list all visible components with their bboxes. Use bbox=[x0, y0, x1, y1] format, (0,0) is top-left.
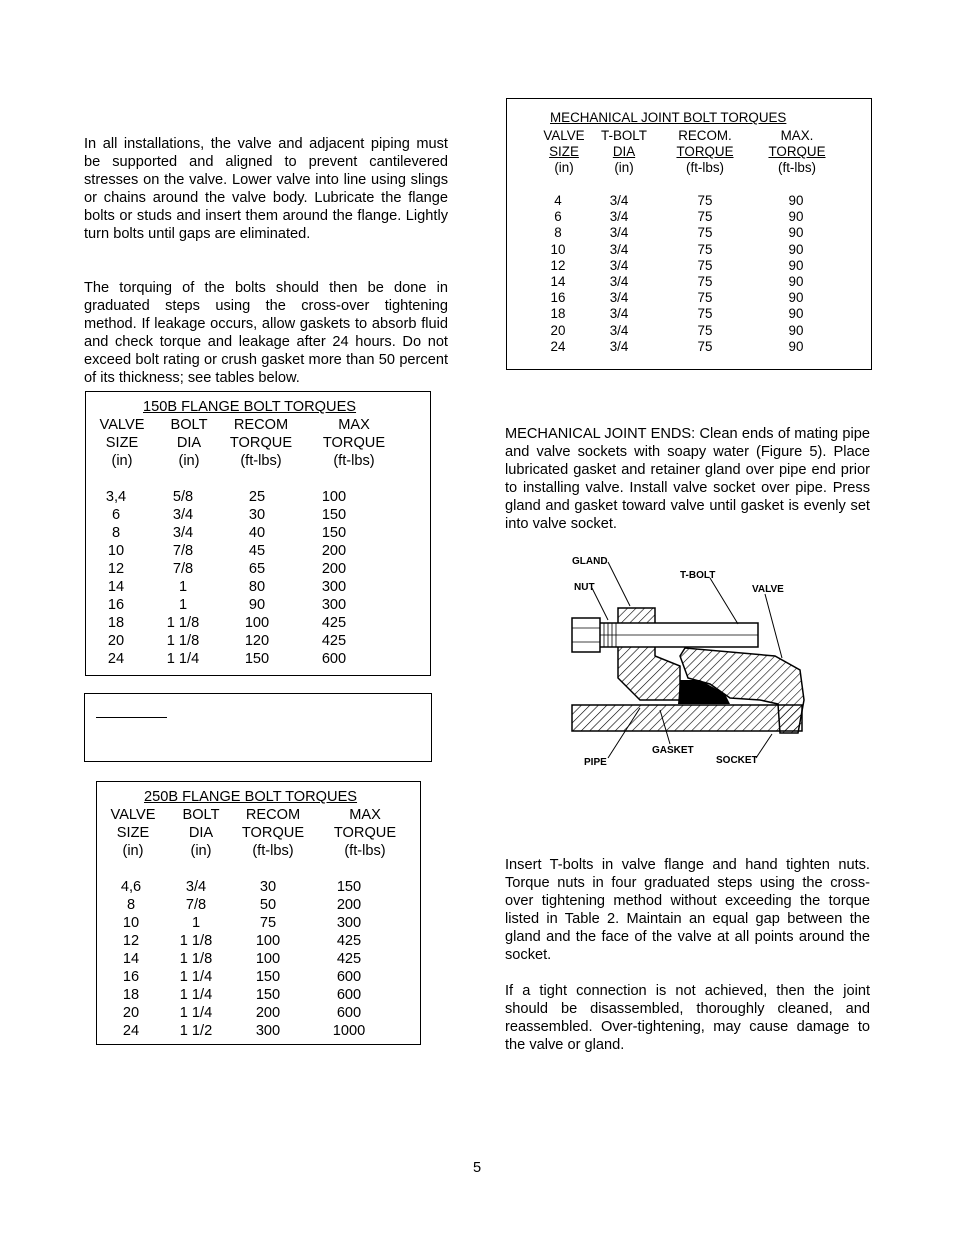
column-header: (in) bbox=[111, 453, 133, 469]
table-cell: 150 bbox=[255, 987, 281, 1003]
table-cell: 90 bbox=[788, 322, 804, 338]
column-header: TORQUE bbox=[322, 435, 386, 451]
page-number: 5 bbox=[472, 1160, 482, 1176]
table-cell: 10 bbox=[107, 543, 125, 559]
table-cell: 75 bbox=[697, 209, 713, 225]
table-cell: 75 bbox=[697, 225, 713, 241]
table-cell: 1000 bbox=[332, 1023, 366, 1039]
column-header: VALVE bbox=[110, 807, 156, 823]
column-header: MAX. bbox=[780, 128, 814, 143]
table-cell: 14 bbox=[550, 274, 566, 289]
table-cell: 12 bbox=[122, 933, 140, 949]
table-cell: 20 bbox=[550, 322, 566, 338]
table-cell: 24 bbox=[122, 1023, 140, 1039]
table-title: MECHANICAL JOINT BOLT TORQUES bbox=[550, 110, 787, 125]
column-header: (ft-lbs) bbox=[686, 160, 724, 176]
table-cell: 3/4 bbox=[609, 241, 629, 257]
label-pipe: PIPE bbox=[584, 757, 607, 768]
gland-shape bbox=[618, 608, 680, 700]
column-header: (in) bbox=[178, 453, 200, 469]
column-header: (in) bbox=[554, 160, 574, 176]
table-cell: 3/4 bbox=[609, 193, 629, 208]
table-cell: 20 bbox=[107, 633, 125, 649]
table-cell: 425 bbox=[321, 633, 347, 649]
column-header: BOLT bbox=[170, 417, 208, 433]
table-cell: 120 bbox=[244, 633, 270, 649]
table-cell: 6 bbox=[554, 209, 562, 225]
table-cell: 7/8 bbox=[185, 897, 207, 913]
column-header: RECOM bbox=[245, 807, 301, 823]
column-header: MAX bbox=[349, 807, 381, 823]
table-cell: 90 bbox=[788, 241, 804, 257]
table-cell: 425 bbox=[336, 933, 362, 949]
table-cell: 150 bbox=[336, 879, 362, 895]
table-cell: 600 bbox=[336, 969, 362, 985]
table-cell: 24 bbox=[107, 651, 125, 667]
column-header: (ft-lbs) bbox=[778, 160, 816, 176]
table-cell: 1 1/4 bbox=[166, 651, 200, 667]
table-mechanical-joint-bolt-torques bbox=[506, 98, 872, 370]
table-cell: 200 bbox=[255, 1005, 281, 1021]
label-gasket: GASKET bbox=[652, 745, 694, 756]
table-cell: 1 bbox=[191, 915, 201, 931]
table-cell: 150 bbox=[255, 969, 281, 985]
table-cell: 75 bbox=[697, 241, 713, 257]
table-cell: 1 bbox=[178, 597, 188, 613]
column-header: RECOM bbox=[233, 417, 289, 433]
table-cell: 90 bbox=[788, 274, 804, 289]
table-cell: 24 bbox=[550, 338, 566, 354]
column-header: TORQUE bbox=[229, 435, 293, 451]
table-cell: 90 bbox=[788, 225, 804, 241]
table-cell: 75 bbox=[697, 274, 713, 289]
table-cell: 90 bbox=[788, 338, 804, 354]
table-cell: 90 bbox=[788, 193, 804, 208]
column-header: TORQUE bbox=[676, 144, 734, 160]
table-cell: 3,4 bbox=[105, 489, 127, 505]
label-nut: NUT bbox=[574, 582, 595, 593]
table-cell: 75 bbox=[697, 306, 713, 322]
table-cell: 8 bbox=[111, 525, 121, 541]
table-cell: 3/4 bbox=[172, 507, 194, 523]
table-cell: 6 bbox=[111, 507, 121, 523]
table-cell: 75 bbox=[697, 193, 713, 208]
table-cell: 300 bbox=[255, 1023, 281, 1039]
table-cell: 3/4 bbox=[609, 290, 629, 306]
mechanical-joint-diagram bbox=[560, 548, 820, 773]
column-header: DIA bbox=[188, 825, 214, 841]
column-header: DIA bbox=[612, 144, 636, 160]
column-header: (in) bbox=[614, 160, 634, 176]
table-cell: 150 bbox=[321, 507, 347, 523]
table-cell: 50 bbox=[259, 897, 277, 913]
t-bolt-paragraph bbox=[505, 856, 870, 964]
table-250b-flange-bolt-torques bbox=[96, 781, 421, 1045]
column-header: VALVE bbox=[99, 417, 145, 433]
table-cell: 1 1/2 bbox=[179, 1023, 213, 1039]
table-cell: 100 bbox=[321, 489, 347, 505]
table-cell: 200 bbox=[336, 897, 362, 913]
table-cell: 30 bbox=[248, 507, 266, 523]
table-cell: 20 bbox=[122, 1005, 140, 1021]
table-cell: 1 bbox=[178, 579, 188, 595]
table-cell: 18 bbox=[550, 306, 566, 322]
tight-connection-text: If a tight connection is not achieved, then the joint should be disassembled, thoroughly cleaned, and reassembled. Over-tightening, may cause damage to the valve or gland. bbox=[505, 983, 870, 1053]
note-underline bbox=[96, 717, 167, 718]
table-cell: 3/4 bbox=[609, 209, 629, 225]
table-cell: 600 bbox=[336, 1005, 362, 1021]
table-cell: 3/4 bbox=[609, 257, 629, 273]
table-cell: 14 bbox=[107, 579, 125, 595]
table-cell: 1 1/8 bbox=[166, 633, 200, 649]
table-cell: 3/4 bbox=[609, 322, 629, 338]
table-cell: 1 1/8 bbox=[166, 615, 200, 631]
table-cell: 3/4 bbox=[609, 338, 629, 354]
table-cell: 200 bbox=[321, 561, 347, 577]
table-cell: 75 bbox=[697, 290, 713, 306]
table-cell: 7/8 bbox=[172, 543, 194, 559]
column-header: T-BOLT bbox=[601, 128, 647, 143]
table-cell: 1 1/8 bbox=[179, 951, 213, 967]
table-cell: 425 bbox=[321, 615, 347, 631]
table-cell: 12 bbox=[550, 257, 566, 273]
table-150b-flange-bolt-torques bbox=[85, 391, 431, 676]
column-header: TORQUE bbox=[768, 144, 826, 160]
installation-paragraph bbox=[84, 135, 448, 243]
torquing-paragraph bbox=[84, 279, 448, 387]
column-header: (in) bbox=[122, 843, 144, 859]
table-cell: 150 bbox=[244, 651, 270, 667]
table-cell: 100 bbox=[244, 615, 270, 631]
torquing-text: The torquing of the bolts should then be done in graduated steps using the cross-over tightening method. If leakage occurs, allow gaskets to absorb fluid and check torque and leakage after 24 hours. Do not exceed bolt rating or crush gasket more than 50 percent of its thickness; see tables below. bbox=[84, 280, 448, 386]
table-cell: 1 1/8 bbox=[179, 933, 213, 949]
table-cell: 25 bbox=[248, 489, 266, 505]
mechanical-joint-ends-paragraph bbox=[505, 425, 870, 533]
table-cell: 5/8 bbox=[172, 489, 194, 505]
table-cell: 45 bbox=[248, 543, 266, 559]
support-alignment-text: In all installations, the valve and adjacent piping must be supported and aligned to prevent cantilevered stresses on the valve. Lower valve into line using slings or chains around the valve body. Lubricate the flange bolts or studs and insert them around the flange. Lightly turn bolts until gaps are eliminated. bbox=[84, 136, 448, 242]
table-cell: 3/4 bbox=[609, 274, 629, 289]
column-header: MAX bbox=[338, 417, 370, 433]
table-cell: 8 bbox=[554, 225, 562, 241]
table-cell: 12 bbox=[107, 561, 125, 577]
table-cell: 10 bbox=[550, 241, 566, 257]
table-cell: 4 bbox=[554, 193, 562, 208]
table-cell: 3/4 bbox=[172, 525, 194, 541]
nut-shape bbox=[572, 618, 600, 652]
table-cell: 8 bbox=[126, 897, 136, 913]
table-cell: 300 bbox=[321, 597, 347, 613]
label-socket: SOCKET bbox=[716, 755, 758, 766]
table-cell: 90 bbox=[788, 209, 804, 225]
table-cell: 600 bbox=[336, 987, 362, 1003]
column-header: TORQUE bbox=[241, 825, 305, 841]
label-t-bolt: T-BOLT bbox=[680, 570, 716, 581]
column-header: (ft-lbs) bbox=[252, 843, 294, 859]
pipe-shape bbox=[572, 705, 802, 731]
column-header: (in) bbox=[190, 843, 212, 859]
table-cell: 100 bbox=[255, 933, 281, 949]
column-header: SIZE bbox=[116, 825, 150, 841]
table-cell: 90 bbox=[788, 290, 804, 306]
table-cell: 75 bbox=[697, 338, 713, 354]
column-header: SIZE bbox=[105, 435, 139, 451]
table-title: 150B FLANGE BOLT TORQUES bbox=[143, 399, 357, 415]
table-cell: 3/4 bbox=[609, 225, 629, 241]
note-box bbox=[84, 693, 432, 762]
mechanical-joint-figure bbox=[560, 548, 820, 773]
column-header: (ft-lbs) bbox=[240, 453, 282, 469]
label-gland: GLAND bbox=[572, 556, 608, 567]
t-bolt-text: Insert T-bolts in valve flange and hand tighten nuts. Torque nuts in four graduated steps using the cross-over tightening method without exceeding the torque listed in Table 2. Maintain an equal gap between the gland and the face of the valve at all points around the socket. bbox=[505, 857, 870, 963]
table-cell: 4,6 bbox=[120, 879, 142, 895]
table-cell: 40 bbox=[248, 525, 266, 541]
column-header: RECOM. bbox=[678, 128, 732, 143]
table-cell: 75 bbox=[259, 915, 277, 931]
table-cell: 3/4 bbox=[609, 306, 629, 322]
table-cell: 16 bbox=[122, 969, 140, 985]
table-cell: 300 bbox=[336, 915, 362, 931]
column-header: SIZE bbox=[549, 144, 579, 160]
label-valve: VALVE bbox=[752, 584, 784, 595]
column-header: DIA bbox=[176, 435, 202, 451]
table-cell: 75 bbox=[697, 322, 713, 338]
table-cell: 14 bbox=[122, 951, 140, 967]
table-title: 250B FLANGE BOLT TORQUES bbox=[144, 789, 358, 805]
table-cell: 65 bbox=[248, 561, 266, 577]
table-cell: 18 bbox=[107, 615, 125, 631]
column-header: (ft-lbs) bbox=[333, 453, 375, 469]
table-cell: 600 bbox=[321, 651, 347, 667]
column-header: VALVE bbox=[543, 128, 585, 143]
table-cell: 90 bbox=[248, 597, 266, 613]
table-cell: 80 bbox=[248, 579, 266, 595]
table-cell: 10 bbox=[122, 915, 140, 931]
column-header: BOLT bbox=[182, 807, 220, 823]
table-cell: 150 bbox=[321, 525, 347, 541]
table-cell: 425 bbox=[336, 951, 362, 967]
table-cell: 100 bbox=[255, 951, 281, 967]
table-cell: 1 1/4 bbox=[179, 969, 213, 985]
table-cell: 90 bbox=[788, 257, 804, 273]
table-cell: 30 bbox=[259, 879, 277, 895]
column-header: TORQUE bbox=[333, 825, 397, 841]
mechanical-joint-ends-text: MECHANICAL JOINT ENDS: Clean ends of mating pipe and valve sockets with soapy water (Figure 5). Place lubricated gasket and retainer gland over pipe end prior to installing valve. Install valve socket over pipe. Press gland and gasket toward valve until gasket is evenly set into valve socket. bbox=[505, 426, 870, 532]
table-cell: 90 bbox=[788, 306, 804, 322]
column-header: (ft-lbs) bbox=[344, 843, 386, 859]
table-cell: 7/8 bbox=[172, 561, 194, 577]
table-cell: 1 1/4 bbox=[179, 987, 213, 1003]
table-cell: 200 bbox=[321, 543, 347, 559]
table-cell: 16 bbox=[550, 290, 566, 306]
table-cell: 18 bbox=[122, 987, 140, 1003]
table-cell: 16 bbox=[107, 597, 125, 613]
tight-connection-paragraph bbox=[505, 982, 870, 1054]
table-cell: 75 bbox=[697, 257, 713, 273]
table-cell: 300 bbox=[321, 579, 347, 595]
table-cell: 1 1/4 bbox=[179, 1005, 213, 1021]
table-cell: 3/4 bbox=[185, 879, 207, 895]
